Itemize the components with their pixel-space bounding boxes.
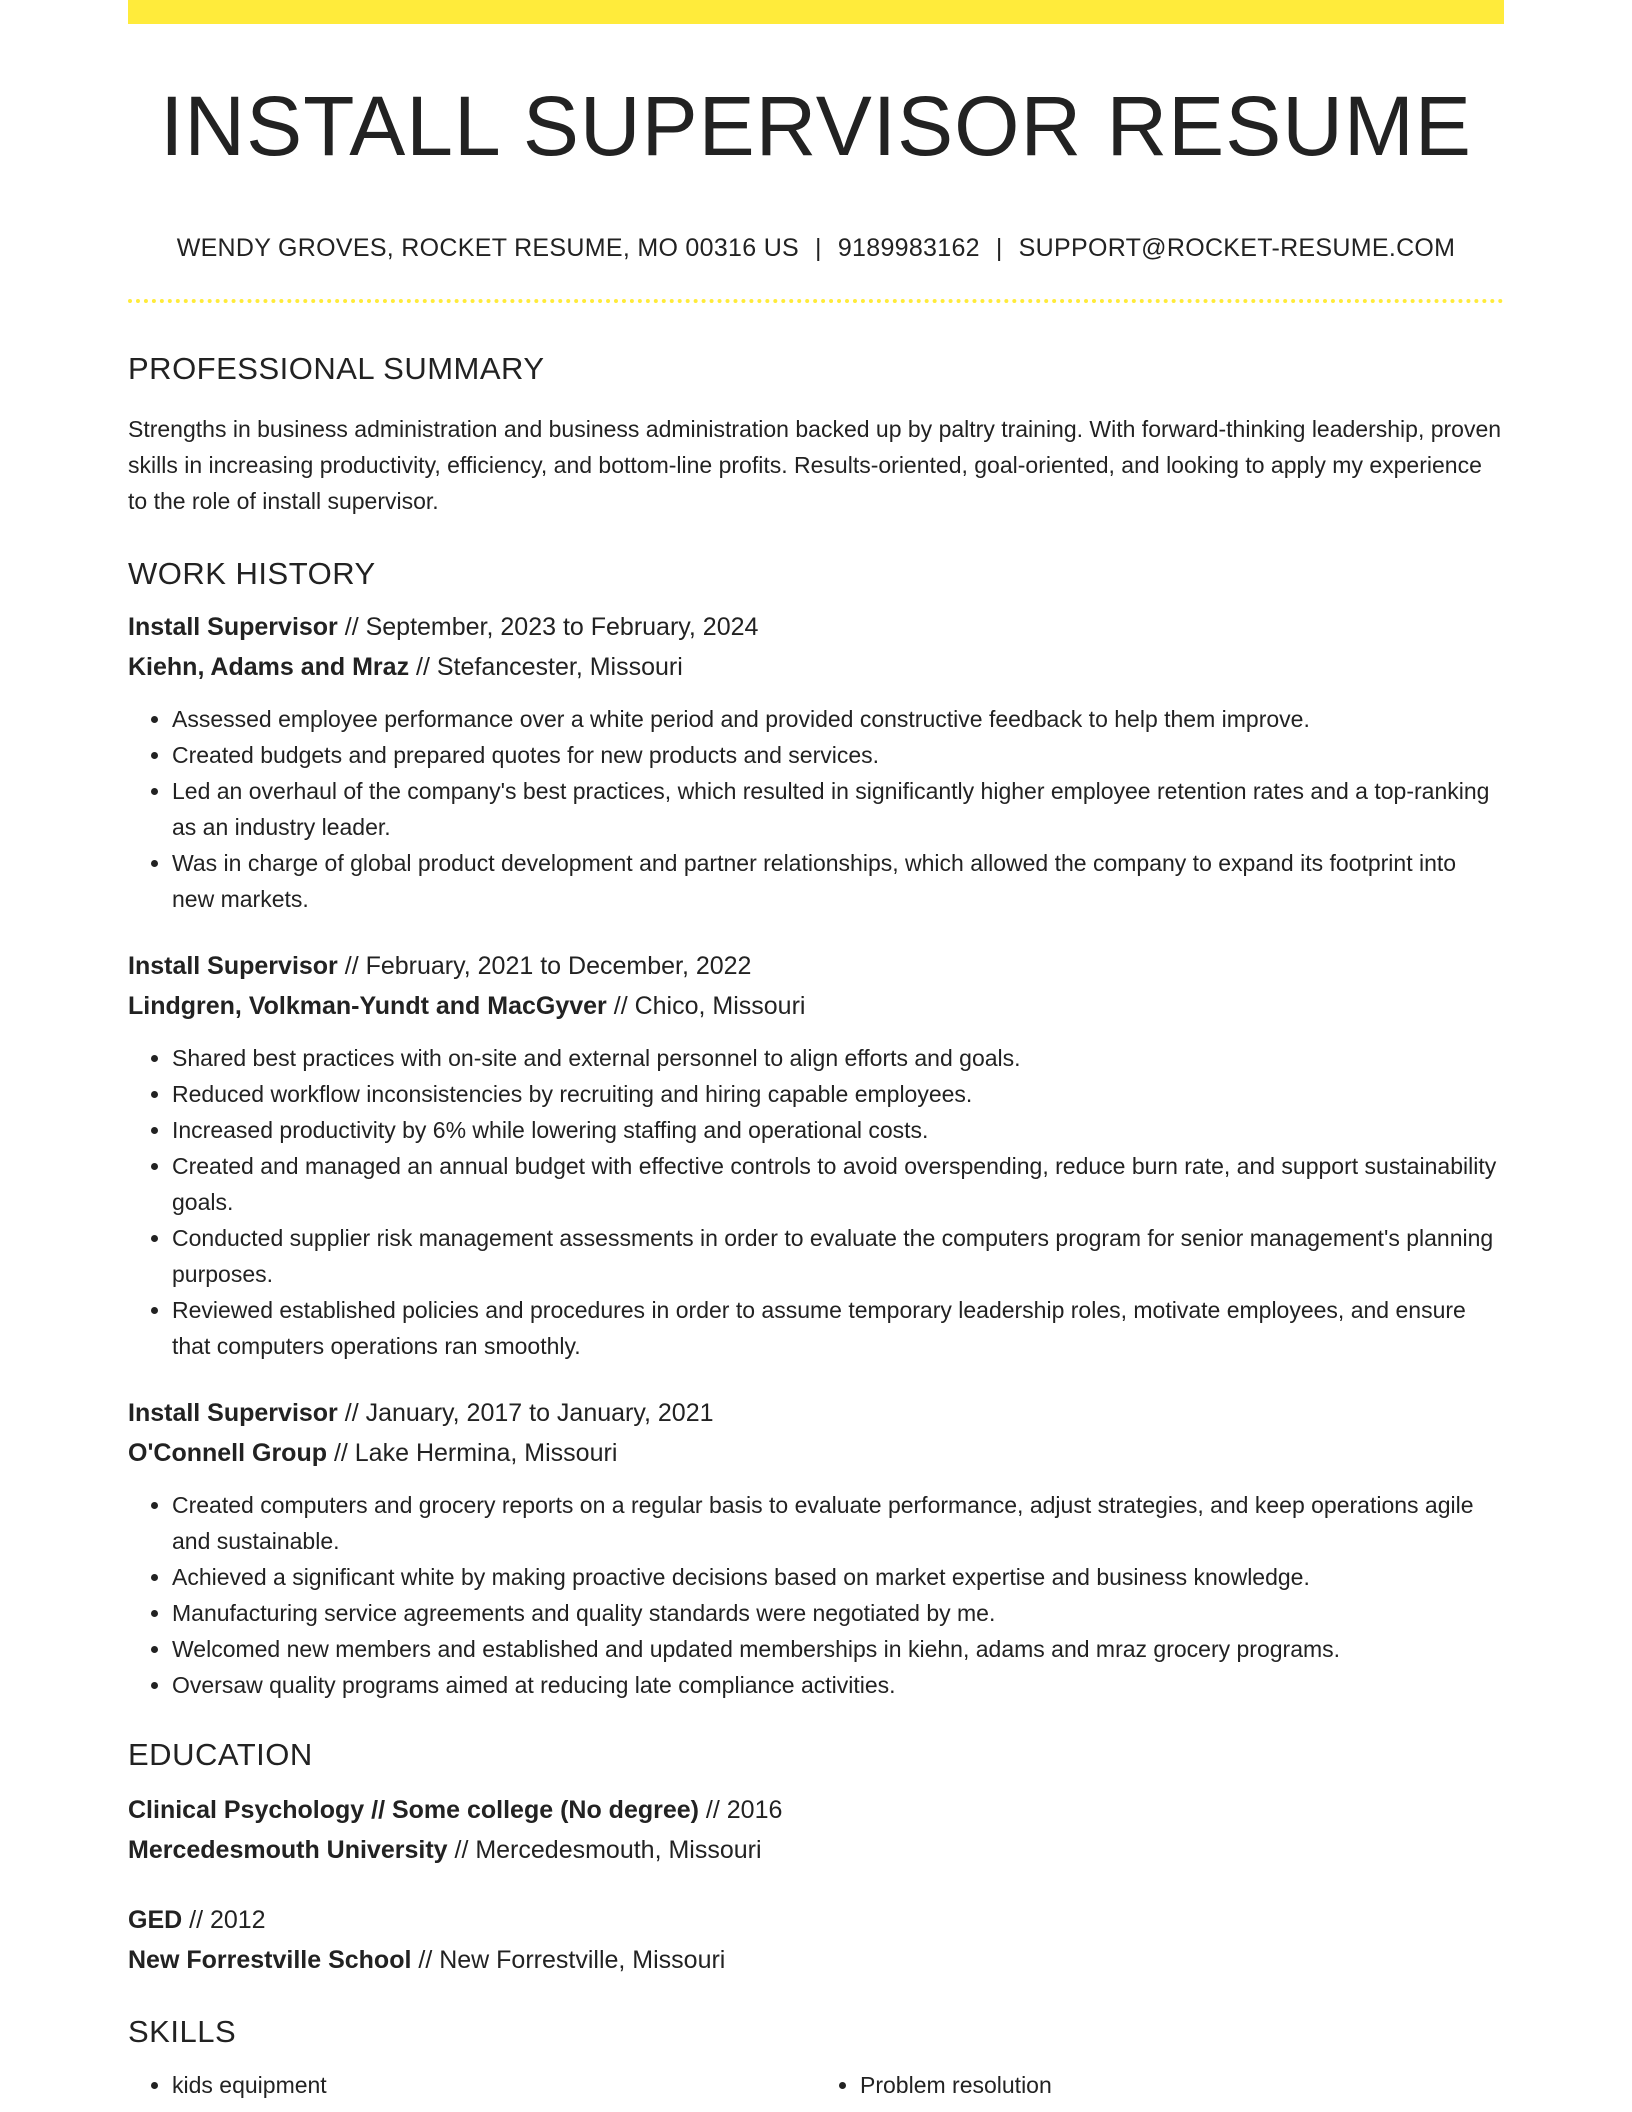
list-item: • Created computers and grocery reports on a regular basis to evaluate performance, adjust strategies, and keep operations agile and sustainable. [172,1487,1504,1559]
job-bullets [128,1487,1504,1703]
job-location: // Lake Hermina, Missouri [327,1439,618,1467]
job-company-line [128,986,1504,1026]
contact-phone: 9189983162 [837,234,980,262]
education-location: // New Forrestville, Missouri [411,1946,726,1974]
education-year: // 2012 [182,1906,266,1934]
education-school: Mercedesmouth University [128,1836,448,1864]
education-degree-line [128,1790,1504,1830]
list-item: • Reviewed established policies and procedures in order to assume temporary leadership roles, motivate employees, and ensure that computers operations ran smoothly. [172,1292,1504,1364]
top-accent-bar [128,0,1504,24]
job-company: Lindgren, Volkman-Yundt and MacGyver [128,992,607,1020]
contact-separator: | [815,234,822,262]
list-item: • Achieved a significant white by making proactive decisions based on market expertise and business knowledge. [172,1559,1504,1595]
education-degree-line [128,1900,1504,1940]
dotted-divider [128,299,1504,303]
list-item: • Manufacturing service agreements and quality standards were negotiated by me. [172,1595,1504,1631]
education-degree: GED [128,1906,183,1934]
education-heading: EDUCATION [128,1737,313,1772]
list-item: • Increased productivity by 6% while lowering staffing and operational costs. [172,1112,1504,1148]
job-title: Install Supervisor [128,1399,338,1427]
list-item: • Oversaw quality programs aimed at reducing late compliance activities. [172,1667,1504,1703]
summary-text: Strengths in business administration and business administration backed up by paltry training. With forward-thinking leadership, proven skills in increasing productivity, efficiency, and bottom-line profits. Results-oriented, goal-oriented, and looking to apply my experience to the role of install supervisor. [128,416,1502,514]
job-company: O'Connell Group [128,1439,327,1467]
job-dates: // January, 2017 to January, 2021 [337,1399,714,1427]
job-dates: // February, 2021 to December, 2022 [337,952,752,980]
resume-title: INSTALL SUPERVISOR RESUME [160,79,1472,173]
contact-address: WENDY GROVES, ROCKET RESUME, MO 00316 US [176,234,800,262]
job-title: Install Supervisor [128,613,338,641]
education-entry [128,1900,1504,1980]
skills-heading: SKILLS [128,2014,237,2049]
skills-list [128,2067,1504,2103]
list-item: • Conducted supplier risk management assessments in order to evaluate the computers program for senior management's planning purposes. [172,1220,1504,1292]
work-history-heading: WORK HISTORY [128,556,376,591]
contact-line [128,236,1504,261]
education-school-line [128,1830,1504,1870]
job-entry [128,946,1504,1364]
job-title: Install Supervisor [128,952,338,980]
job-company-line [128,1433,1504,1473]
list-item: • Led an overhaul of the company's best practices, which resulted in significantly higher employee retention rates and a top-ranking as an industry leader. [172,773,1504,845]
education-location: // Mercedesmouth, Missouri [447,1836,762,1864]
job-location: // Stefancester, Missouri [409,653,683,681]
education-year: // 2016 [698,1796,783,1824]
list-item: • Created budgets and prepared quotes for new products and services. [172,737,1504,773]
job-bullets [128,1040,1504,1364]
list-item: • Assessed employee performance over a white period and provided constructive feedback to help them improve. [172,701,1504,737]
resume-page [128,0,1504,2103]
list-item: • Shared best practices with on-site and external personnel to align efforts and goals. [172,1040,1504,1076]
list-item: • Created and managed an annual budget with effective controls to avoid overspending, reduce burn rate, and support sustainability goals. [172,1148,1504,1220]
job-company-line [128,647,1504,687]
job-title-line [128,946,1504,986]
education-school: New Forrestville School [128,1946,412,1974]
contact-email: SUPPORT@ROCKET-RESUME.COM [1018,234,1456,262]
education-school-line [128,1940,1504,1980]
list-item: • Welcomed new members and established and updated memberships in kiehn, adams and mraz grocery programs. [172,1631,1504,1667]
job-location: // Chico, Missouri [606,992,806,1020]
job-company: Kiehn, Adams and Mraz [128,653,410,681]
skill-item: • kids equipment [172,2067,816,2103]
job-bullets [128,701,1504,917]
job-dates: // September, 2023 to February, 2024 [337,613,759,641]
skills-column [128,2067,816,2103]
education-degree: Clinical Psychology // Some college (No degree) [128,1796,699,1824]
job-title-line [128,607,1504,647]
job-title-line [128,1393,1504,1433]
skill-item: • Problem resolution [860,2067,1504,2103]
list-item: • Reduced workflow inconsistencies by recruiting and hiring capable employees. [172,1076,1504,1112]
skills-column [816,2067,1504,2103]
summary-heading: PROFESSIONAL SUMMARY [128,351,545,386]
job-entry [128,607,1504,917]
list-item: • Was in charge of global product development and partner relationships, which allowed the company to expand its footprint into new markets. [172,845,1504,917]
education-entry [128,1790,1504,1870]
contact-separator: | [995,234,1003,262]
job-entry [128,1393,1504,1703]
